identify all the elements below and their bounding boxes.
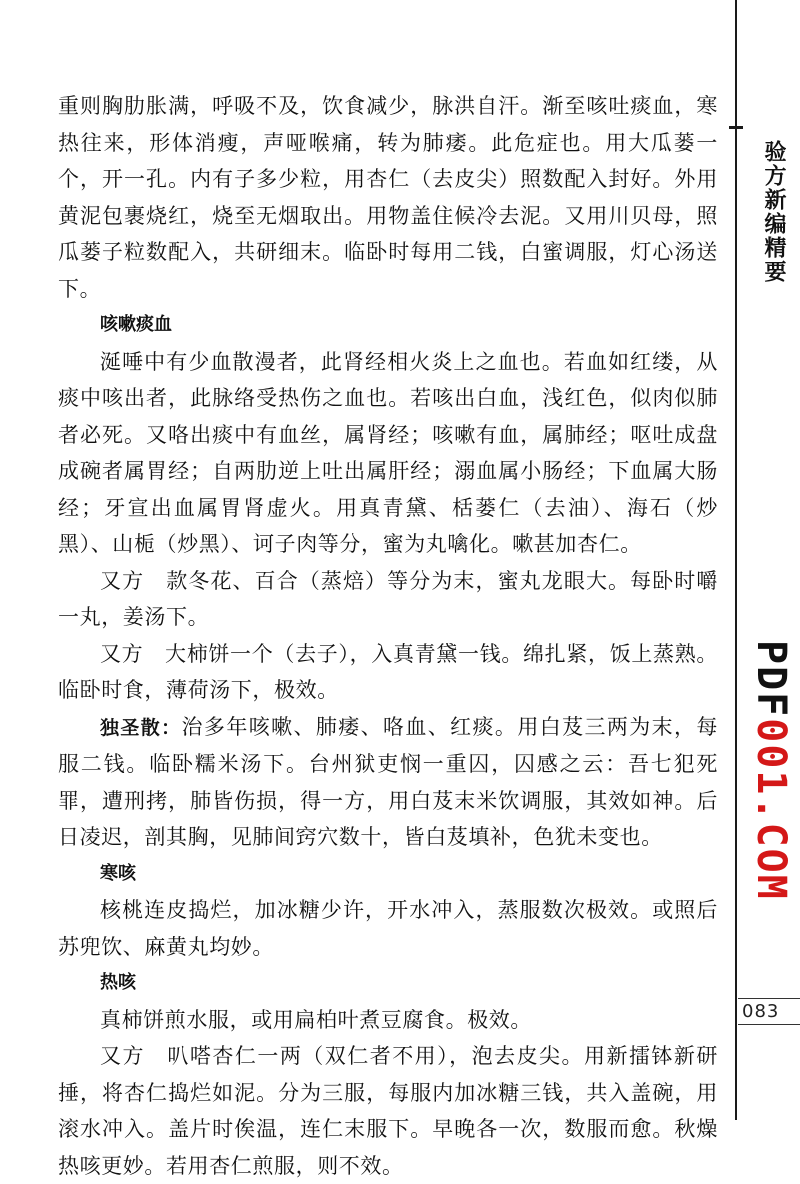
paragraph-alt-recipe-3: 又方 叭嗒杏仁一两（双仁者不用），泡去皮尖。用新擂钵新研捶，将杏仁捣烂如泥。分为三服，每服内加冰糖三钱，共入盖碗，用滚水冲入。盖片时俟温，连仁末服下。早晚各一次，数服而愈。秋燥热咳更妙。若用杏仁煎服，则不效。 [58,1044,718,1178]
watermark-part-b: 001.COM [748,718,794,901]
watermark-part-a: PDF [748,640,794,719]
watermark [748,640,794,901]
paragraph-alt-recipe-2: 又方 大柿饼一个（去子），入真青黛一钱。绵扎紧，饭上蒸熟。临卧时食，薄荷汤下，极效。 [58,641,718,702]
paragraph-hot-cough: 真柿饼煎水服，或用扁柏叶煮豆腐食。极效。 [100,1007,532,1032]
paragraph-alt-recipe-1: 又方 款冬花、百合（蒸焙）等分为末，蜜丸龙眼大。每卧时嚼一丸，姜汤下。 [58,568,718,629]
side-title: 验方新编精要 [761,140,786,284]
paragraph-cold-cough: 核桃连皮捣烂，加冰糖少许，开水冲入，蒸服数次极效。或照后苏兜饮、麻黄丸均妙。 [58,898,718,959]
dusheng-san-label: 独圣散： [100,716,182,739]
heading-cough-blood: 咳嗽痰血 [100,314,172,335]
paragraph-continued: 重则胸肋胀满，呼吸不及，饮食减少，脉洪自汗。渐至咳吐痰血，寒热往来，形体消瘦，声哑喉痛，转为肺痿。此危症也。用大瓜蒌一个，开一孔。内有子多少粒，用杏仁（去皮尖）照数配入封好。外用黄泥包裹烧红，烧至无烟取出。用物盖住候冷去泥。又用川贝母，照瓜蒌子粒数配入，共研细末。临卧时每用二钱，白蜜调服，灯心汤送下。 [58,94,718,301]
margin-rule-tick [729,126,743,129]
page-number: 083 [738,998,800,1025]
dusheng-san-text: 治多年咳嗽、肺痿、咯血、红痰。用白芨三两为末，每服二钱。临卧糯米汤下。台州狱吏悯一重囚，囚感之云：吾七犯死罪，遭刑拷，肺皆伤损，得一方，用白芨末米饮调服，其效如神。后日凌迟，剖其胸，见肺间窍穴数十，皆白芨填补，色犹未变也。 [58,714,718,849]
heading-cold-cough: 寒咳 [100,862,136,884]
paragraph-dusheng-san [58,709,718,856]
paragraph-cough-blood: 涎唾中有少血散漫者，此肾经相火炎上之血也。若血如红缕，从痰中咳出者，此脉络受热伤之血也。若咳出白血，浅红色，似肉似肺者必死。又咯出痰中有血丝，属肾经；咳嗽有血，属肺经；呕吐成盘成碗者属胃经；自两肋逆上吐出属肝经；溺血属小肠经；下血属大肠经；牙宣出血属胃肾虚火。用真青黛、栝蒌仁（去油）、海石（炒黑）、山栀（炒黑）、诃子肉等分，蜜为丸噙化。嗽甚加杏仁。 [58,349,718,556]
heading-hot-cough: 热咳 [100,972,136,993]
page-body [58,88,718,1184]
margin-rule [735,0,737,1120]
